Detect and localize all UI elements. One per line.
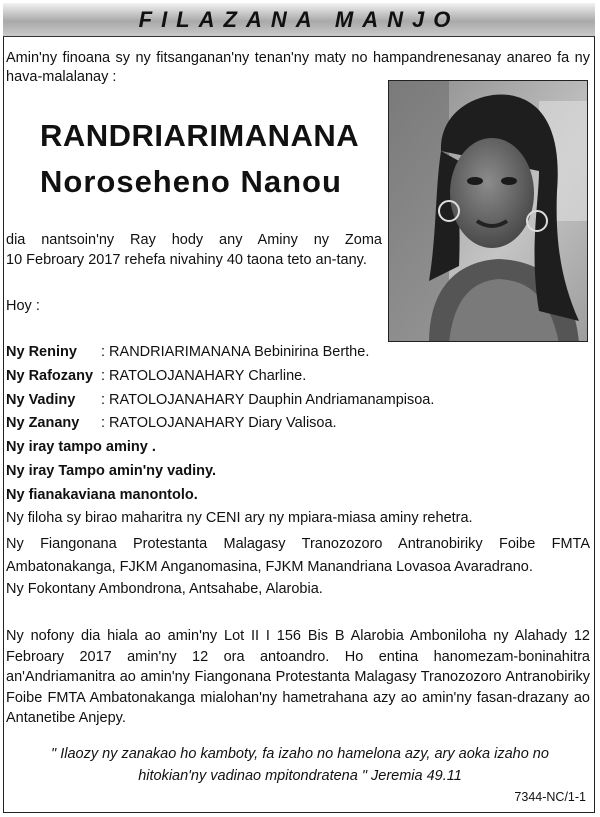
- family-names: : RATOLOJANAHARY Charline.: [101, 368, 307, 384]
- family-row-in-law: [6, 367, 306, 386]
- siblings-line: Ny iray tampo aminy .: [6, 439, 156, 455]
- family-relation: Ny Vadiny: [6, 392, 76, 408]
- spouse-siblings-line: Ny iray Tampo amin'ny vadiny.: [6, 463, 217, 479]
- portrait-photo: [388, 80, 588, 342]
- church-line: Ny Fiangonana Protestanta Malagasy Tranozozoro Antranobiriky Foibe FMTA Ambatonakanga, FJKM Anganomasina, FJKM Manandriana Lovasoa Avaradrano.: [6, 536, 590, 575]
- portrait-photo-icon: [389, 81, 588, 342]
- intro-text: Amin'ny finoana sy ny fitsanganan'ny tenan'ny maty no hampandrenesanay anareo fa ny hava-malalanay :: [6, 50, 590, 85]
- hoy-label: Hoy :: [6, 298, 40, 314]
- family-relation: Ny Zanany: [6, 415, 80, 431]
- family-names: : RATOLOJANAHARY Diary Valisoa.: [101, 415, 337, 431]
- deceased-given-names: Noroseheno Nanou: [40, 164, 342, 199]
- family-relation: Ny Reniny: [6, 344, 77, 360]
- reference-code: 7344-NC/1-1: [514, 790, 586, 804]
- quote-line-2: hitokian'ny vadinao mpitondratena " Jeremia 49.11: [138, 768, 462, 784]
- whole-family-line: Ny fianakaviana manontolo.: [6, 487, 198, 503]
- death-notice-line-2: 10 Febroary 2017 rehefa nivahiny 40 taona teto an-tany.: [6, 252, 367, 268]
- family-row-mother: [6, 343, 369, 362]
- family-row-child: [6, 414, 337, 433]
- family-relation: Ny Rafozany: [6, 368, 94, 384]
- family-row-spouse: [6, 391, 434, 410]
- funeral-paragraph: Ny nofony dia hiala ao amin'ny Lot II I 156 Bis B Alarobia Amboniloha ny Alahady 12 Febroary 2017 amin'ny 12 ora antoandro. Ho entina hanomezam-boninahitra an'Andriamanitra ao amin'ny Fiangonana Protestanta Malagasy Tranozozoro Antranobiriky Foibe FMTA Ambatonakanga mialohan'ny hametrahana azy ao amin'ny fasan-drazany ao Antanetibe Anjepy.: [6, 628, 590, 726]
- death-notice-line-1: dia nantsoin'ny Ray hody any Aminy ny Zoma: [6, 232, 382, 248]
- fokontany-line: Ny Fokontany Ambondrona, Antsahabe, Alarobia.: [6, 581, 323, 597]
- header-title: FILAZANA MANJO: [138, 6, 460, 32]
- bible-quote: [20, 743, 580, 787]
- deceased-surname: RANDRIARIMANANA: [40, 118, 360, 153]
- family-names: : RANDRIARIMANANA Bebinirina Berthe.: [101, 344, 370, 360]
- family-names: : RATOLOJANAHARY Dauphin Andriamanampisoa.: [101, 392, 435, 408]
- quote-line-1: " Ilaozy ny zanakao ho kamboty, fa izaho no hamelona azy, ary aoka izaho no: [51, 746, 549, 762]
- ceni-line: Ny filoha sy birao maharitra ny CENI ary ny mpiara-miasa aminy rehetra.: [6, 510, 473, 526]
- header-banner: [3, 3, 595, 37]
